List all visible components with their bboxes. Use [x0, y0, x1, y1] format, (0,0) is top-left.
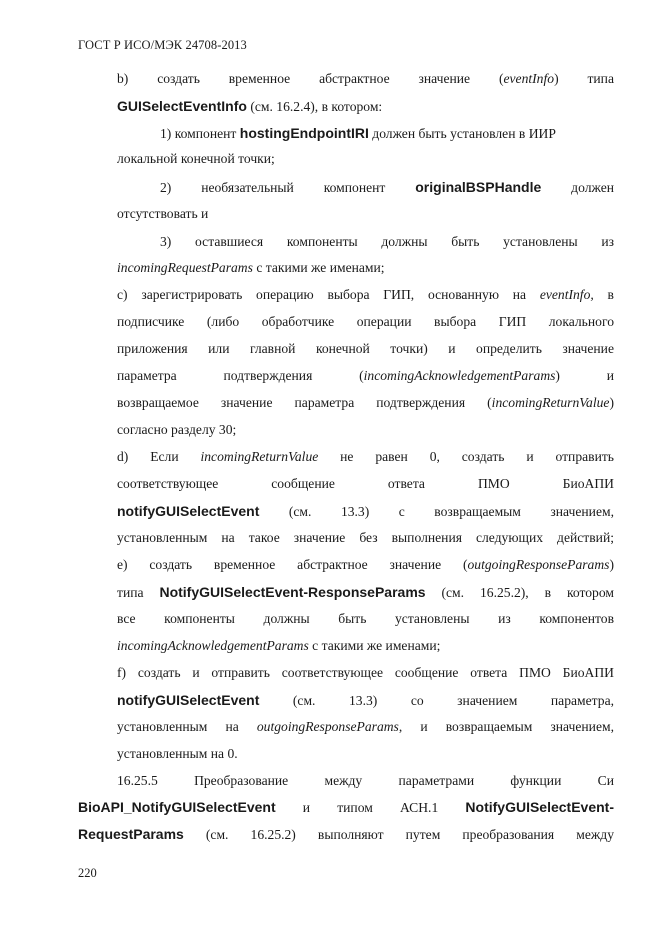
- italic-term: incomingAcknowledgementParams: [363, 368, 556, 383]
- text-line: [117, 772, 614, 790]
- text-run: все компоненты должны быть установлены из компонентов: [117, 611, 614, 626]
- text-line: [78, 798, 614, 816]
- text-line: [117, 70, 614, 88]
- text-run: и типом АСН.1: [275, 800, 466, 815]
- text-run: должен: [541, 180, 614, 195]
- identifier-term: notifyGUISelectEvent: [117, 692, 260, 708]
- text-run: установленным на такое значение без выполнения следующих действий;: [117, 530, 614, 545]
- text-run: в: [593, 287, 614, 302]
- text-run: d) Если: [117, 449, 201, 464]
- text-line: [117, 367, 614, 385]
- text-run: (см. 13.3) с возвращаемым значением,: [259, 504, 614, 519]
- text-line: [117, 97, 614, 115]
- page-number: 220: [78, 866, 97, 880]
- identifier-term: GUISelectEventInfo: [117, 98, 247, 114]
- text-line: [117, 529, 614, 547]
- text-run: ) типа: [554, 71, 614, 86]
- text-line: [117, 556, 614, 574]
- text-run: установленным на 0.: [117, 746, 238, 761]
- text-run: приложения или главной конечной точки) и определить значение: [117, 341, 614, 356]
- text-run: с такими же именами;: [308, 638, 441, 653]
- identifier-term: originalBSPHandle: [415, 179, 542, 195]
- text-run: c) зарегистрировать операцию выбора ГИП, основанную на: [117, 287, 540, 302]
- text-run: (см. 16.2.4), в котором:: [246, 99, 383, 114]
- text-line: [117, 421, 614, 439]
- text-line: [117, 394, 614, 412]
- text-line: [117, 745, 614, 763]
- text-run: соответствующее сообщение ответа ПМО БиоАПИ: [117, 476, 614, 491]
- text-line: [117, 475, 614, 493]
- italic-term: incomingReturnValue: [491, 395, 610, 410]
- identifier-term: notifyGUISelectEvent: [117, 503, 260, 519]
- text-run: типа: [117, 585, 160, 600]
- text-run: , и возвращаемым значением,: [398, 719, 614, 734]
- text-line: [117, 150, 614, 168]
- italic-term: eventInfo,: [539, 287, 594, 302]
- identifier-term: RequestParams: [78, 826, 184, 842]
- text-run: должен быть установлен в ИИР: [368, 126, 556, 141]
- text-run: 3) оставшиеся компоненты должны быть установлены из: [160, 234, 614, 249]
- text-line: [117, 259, 614, 277]
- text-line: [117, 583, 614, 601]
- text-line: [117, 502, 614, 520]
- text-line: [117, 313, 614, 331]
- identifier-term: NotifyGUISelectEvent-ResponseParams: [159, 584, 426, 600]
- text-run: подписчике (либо обработчике операции выбора ГИП локального: [117, 314, 614, 329]
- text-run: не равен 0, создать и отправить: [318, 449, 614, 464]
- text-run: 2) необязательный компонент: [160, 180, 416, 195]
- document-header: ГОСТ Р ИСО/МЭК 24708-2013: [78, 38, 247, 52]
- identifier-term: hostingEndpointIRI: [239, 125, 369, 141]
- text-run: согласно разделу 30;: [117, 422, 237, 437]
- text-line: [78, 825, 614, 843]
- text-line: [117, 448, 614, 466]
- text-run: параметра подтверждения (: [117, 368, 364, 383]
- text-line: [117, 610, 614, 628]
- text-run: (см. 13.3) со значением параметра,: [259, 693, 614, 708]
- italic-term: outgoingResponseParams: [256, 719, 399, 734]
- text-run: отсутствовать и: [117, 206, 209, 221]
- text-run: 16.25.5 Преобразование между параметрами функции Си: [117, 773, 614, 788]
- italic-term: outgoingResponseParams: [467, 557, 610, 572]
- text-line: [117, 691, 614, 709]
- text-run: (см. 16.25.2), в котором: [425, 585, 614, 600]
- text-run: ) и: [555, 368, 614, 383]
- text-run: ): [609, 557, 614, 572]
- text-line: [117, 340, 614, 358]
- italic-term: incomingReturnValue: [200, 449, 319, 464]
- text-run: b) создать временное абстрактное значение (: [117, 71, 504, 86]
- italic-term: incomingAcknowledgementParams: [117, 638, 309, 653]
- italic-term: eventInfo: [503, 71, 555, 86]
- text-line: [117, 286, 614, 304]
- identifier-term: BioAPI_NotifyGUISelectEvent: [78, 799, 276, 815]
- italic-term: incomingRequestParams: [117, 260, 253, 275]
- text-run: возвращаемое значение параметра подтверждения (: [117, 395, 492, 410]
- text-run: 1) компонент: [160, 126, 240, 141]
- text-line: [117, 637, 614, 655]
- text-line: [160, 124, 614, 142]
- text-line: [117, 664, 614, 682]
- text-line: [160, 233, 614, 251]
- text-line: [117, 718, 614, 736]
- text-line: [117, 205, 614, 223]
- text-run: с такими же именами;: [252, 260, 385, 275]
- text-run: (см. 16.25.2) выполняют путем преобразования между: [183, 827, 614, 842]
- text-run: ): [609, 395, 614, 410]
- text-run: e) создать временное абстрактное значение (: [117, 557, 468, 572]
- text-run: установленным на: [117, 719, 257, 734]
- text-run: локальной конечной точки;: [117, 151, 275, 166]
- identifier-term: NotifyGUISelectEvent-: [465, 799, 614, 815]
- text-run: f) создать и отправить соответствующее сообщение ответа ПМО БиоАПИ: [117, 665, 614, 680]
- text-line: [160, 178, 614, 196]
